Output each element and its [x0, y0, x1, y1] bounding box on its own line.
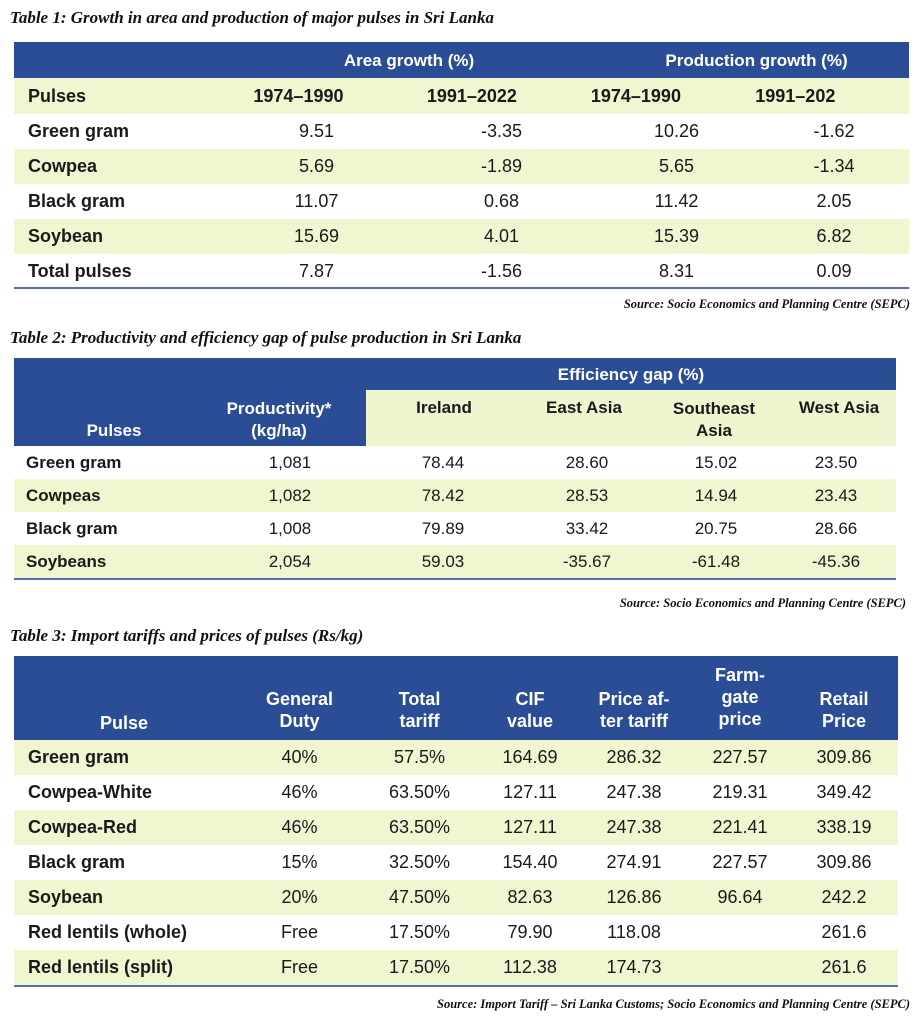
- table3-col-farm-gate-price-line1: Farm-: [714, 665, 765, 685]
- row-label: Black gram: [28, 852, 126, 872]
- table2: [14, 358, 896, 582]
- table-cell: 154.40: [502, 852, 558, 872]
- table3-col-price-after-tariff: [578, 688, 690, 732]
- table2-source: Source: Socio Economics and Planning Centre (SEPC): [619, 596, 906, 610]
- table-cell: 261.6: [821, 922, 867, 942]
- table1-col-pulses: Pulses: [28, 85, 87, 106]
- table-row: [14, 545, 896, 578]
- table-cell: 286.32: [606, 747, 662, 767]
- table-cell: 46%: [281, 782, 318, 802]
- table-cell: 227.57: [712, 747, 768, 767]
- row-label: Cowpea: [28, 156, 98, 176]
- table-cell: 11.07: [294, 191, 339, 211]
- table-cell: 274.91: [606, 852, 662, 872]
- row-label: Black gram: [28, 191, 126, 211]
- table-cell: 63.50%: [388, 782, 451, 802]
- row-label: Green gram: [28, 747, 130, 767]
- table3-col-pulse: Pulse: [99, 713, 149, 733]
- table-cell: 15.69: [293, 226, 340, 246]
- table-cell: 20.75: [694, 518, 738, 538]
- table2-col-southeast-asia: [654, 398, 774, 442]
- table-cell: 6.82: [816, 226, 852, 246]
- table-cell: 221.41: [712, 817, 768, 837]
- table-cell: 28.53: [565, 485, 609, 505]
- table-cell: 17.50%: [388, 957, 451, 977]
- table2-col-productivity-line2: (kg/ha): [251, 421, 307, 440]
- row-label: Cowpea-White: [28, 782, 152, 802]
- table-cell: 79.90: [507, 922, 553, 942]
- table-row: [14, 184, 909, 219]
- table-cell: 33.42: [565, 518, 609, 538]
- table-cell: -3.35: [480, 121, 523, 141]
- table-row: [14, 880, 898, 915]
- table1-caption: Table 1: Growth in area and production of major pulses in Sri Lanka: [10, 8, 494, 27]
- table3-col-farm-gate-price-line3: price: [718, 709, 762, 729]
- table3-col-total-tariff-line1: Total: [398, 689, 441, 709]
- table-row: [14, 512, 896, 545]
- table-cell: 127.11: [503, 782, 557, 802]
- table2-col-ireland: Ireland: [416, 398, 472, 417]
- table-cell: 309.86: [816, 852, 872, 872]
- table-cell: 47.50%: [388, 887, 451, 907]
- table2-caption: Table 2: Productivity and efficiency gap of pulse production in Sri Lanka: [10, 328, 522, 347]
- table1-bottom-rule: [14, 287, 909, 289]
- table-cell: 0.68: [483, 191, 520, 211]
- row-label: Soybean: [28, 887, 104, 907]
- table-cell: 15.39: [653, 226, 700, 246]
- row-label: Total pulses: [28, 260, 132, 281]
- table-row: [14, 915, 898, 950]
- table-cell: 96.64: [717, 887, 763, 907]
- table-cell: -1.56: [480, 260, 523, 281]
- table-row: [14, 845, 898, 880]
- table-cell: Free: [280, 957, 318, 977]
- table-row: [14, 446, 896, 479]
- table-cell: 164.69: [502, 747, 558, 767]
- table-cell: 118.08: [607, 922, 661, 942]
- table2-col-pulses: Pulses: [86, 421, 142, 440]
- table3: [14, 656, 898, 988]
- table-cell: 63.50%: [388, 817, 451, 837]
- table3-col-price-after-tariff-line1: Price af-: [598, 689, 670, 709]
- table2-col-east-asia: East Asia: [546, 398, 622, 417]
- table-cell: 28.60: [565, 452, 609, 472]
- table-cell: 15%: [281, 852, 318, 872]
- table-cell: 349.42: [816, 782, 872, 802]
- table-cell: 2.05: [816, 191, 852, 211]
- table-cell: 126.86: [606, 887, 662, 907]
- table1-col-prod-1991: 1991–202: [755, 85, 836, 106]
- table2-col-southeast-asia-line2: Asia: [696, 421, 732, 440]
- table-cell: 7.87: [298, 260, 335, 281]
- table3-col-farm-gate-price-line2: gate: [721, 687, 759, 707]
- table-cell: 11.42: [654, 191, 699, 211]
- table3-source: Source: Import Tariff – Sri Lanka Customs; Socio Economics and Planning Centre (SEPC): [437, 997, 910, 1011]
- table-cell: 9.51: [298, 121, 335, 141]
- table-cell: -35.67: [562, 551, 612, 571]
- table-cell: 20%: [281, 887, 318, 907]
- table-cell: 5.69: [298, 156, 335, 176]
- table2-col-productivity-line1: Productivity*: [226, 399, 332, 418]
- table3-col-general-duty-line1: General: [265, 689, 334, 709]
- table-cell: 112.38: [503, 957, 557, 977]
- row-label: Soybeans: [26, 551, 107, 571]
- table-cell: 59.03: [421, 551, 465, 571]
- row-label: Green gram: [26, 452, 122, 472]
- table1-col-area-1991: 1991–2022: [426, 85, 517, 106]
- row-label: Red lentils (split): [28, 957, 174, 977]
- table-cell: 247.38: [606, 817, 662, 837]
- table3-bottom-rule: [14, 985, 898, 987]
- table1: [14, 42, 909, 290]
- table-row: [14, 950, 898, 985]
- table1-col-prod-1974: 1974–1990: [590, 85, 681, 106]
- table-cell: 14.94: [694, 485, 738, 505]
- table-row: [14, 114, 909, 149]
- table-cell: 1,081: [268, 452, 312, 472]
- table-cell: -1.34: [813, 156, 855, 176]
- table-cell: 82.63: [507, 887, 553, 907]
- table-cell: 46%: [281, 817, 318, 837]
- table-cell: 4.01: [483, 226, 520, 246]
- table3-caption: Table 3: Import tariffs and prices of pulses (Rs/kg): [10, 626, 364, 645]
- table-cell: 23.43: [814, 485, 858, 505]
- table1-area-growth-header: Area growth (%): [343, 51, 475, 70]
- table-cell: 79.89: [421, 518, 465, 538]
- table1-production-growth-header: Production growth (%): [665, 51, 848, 70]
- table-row: [14, 254, 909, 288]
- table3-col-cif-value-line1: CIF: [515, 689, 545, 709]
- row-label: Cowpea-Red: [28, 817, 138, 837]
- table-cell: 5.65: [658, 156, 695, 176]
- table-row: [14, 479, 896, 512]
- row-label: Red lentils (whole): [28, 922, 188, 942]
- table3-col-cif-value-line2: value: [506, 711, 554, 731]
- table-cell: 15.02: [694, 452, 738, 472]
- table-cell: 309.86: [816, 747, 872, 767]
- table3-col-total-tariff-line2: tariff: [399, 711, 440, 731]
- table-cell: 23.50: [814, 452, 858, 472]
- table-cell: 1,082: [268, 485, 312, 505]
- table3-col-retail-price: [790, 688, 898, 732]
- table-cell: 78.44: [421, 452, 465, 472]
- table-row: [14, 740, 898, 775]
- row-label: Green gram: [28, 121, 130, 141]
- table3-col-price-after-tariff-line2: ter tariff: [599, 711, 668, 731]
- table-cell: 1,008: [268, 518, 312, 538]
- table-cell: 32.50%: [388, 852, 451, 872]
- table1-col-area-1974: 1974–1990: [253, 85, 344, 106]
- table-cell: 227.57: [712, 852, 768, 872]
- table3-col-retail-price-line2: Price: [821, 711, 867, 731]
- table2-col-productivity: [194, 398, 364, 442]
- table1-subheader-row: [14, 78, 909, 114]
- table-cell: 40%: [281, 747, 318, 767]
- table-cell: Free: [280, 922, 318, 942]
- table-row: [14, 219, 909, 254]
- table-cell: 10.26: [653, 121, 700, 141]
- table-cell: 57.5%: [393, 747, 446, 767]
- row-label: Black gram: [26, 518, 118, 538]
- table-cell: 17.50%: [388, 922, 451, 942]
- table-cell: -45.36: [811, 551, 861, 571]
- table-cell: 0.09: [816, 260, 852, 281]
- table-cell: 174.73: [606, 957, 662, 977]
- table-cell: 247.38: [606, 782, 662, 802]
- table-cell: 219.31: [712, 782, 768, 802]
- table-cell: 338.19: [816, 817, 872, 837]
- row-label: Soybean: [28, 226, 104, 246]
- table3-col-cif-value: [482, 688, 578, 732]
- table2-col-west-asia: West Asia: [798, 398, 880, 417]
- table-cell: -1.62: [813, 121, 855, 141]
- table-cell: 261.6: [821, 957, 867, 977]
- table2-efficiency-gap-header: Efficiency gap (%): [557, 365, 705, 384]
- table-cell: 8.31: [658, 260, 695, 281]
- table3-col-general-duty: [242, 688, 357, 732]
- table-row: [14, 775, 898, 810]
- table2-bottom-rule: [14, 578, 896, 580]
- table3-col-farm-gate-price: [690, 664, 790, 730]
- table-row: [14, 810, 898, 845]
- table3-col-general-duty-line2: Duty: [279, 711, 320, 731]
- table-cell: 127.11: [503, 817, 557, 837]
- table2-col-southeast-asia-line1: Southeast: [672, 399, 756, 418]
- table-cell: -1.89: [480, 156, 523, 176]
- table-cell: 28.66: [814, 518, 858, 538]
- table1-source: Source: Socio Economics and Planning Centre (SEPC): [623, 297, 910, 311]
- table-cell: -61.48: [691, 551, 741, 571]
- row-label: Cowpeas: [26, 485, 101, 505]
- table-cell: 2,054: [268, 551, 312, 571]
- table-row: [14, 149, 909, 184]
- table-cell: 242.2: [821, 887, 867, 907]
- table-cell: 78.42: [421, 485, 465, 505]
- table3-col-retail-price-line1: Retail: [819, 689, 869, 709]
- table3-col-total-tariff: [357, 688, 482, 732]
